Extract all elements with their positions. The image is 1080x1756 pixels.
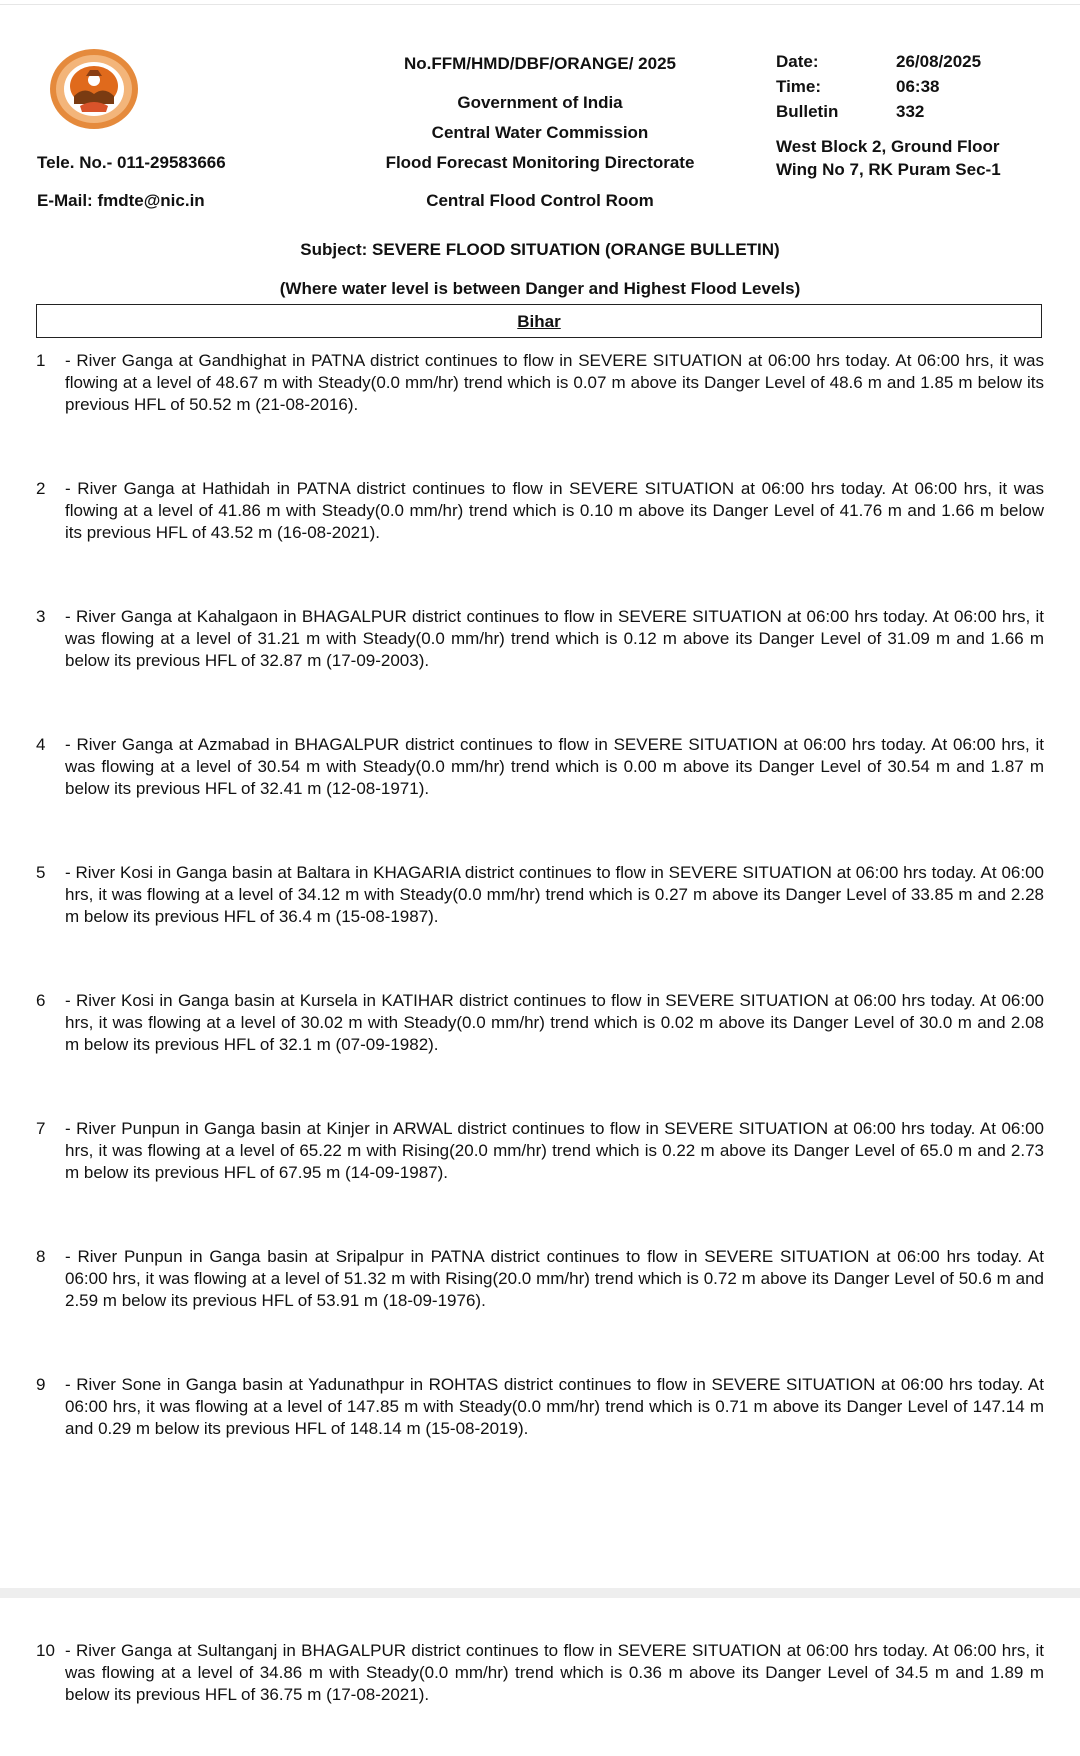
item-text: - River Punpun in Ganga basin at Kinjer in ARWAL district continues to flow in SEVERE SITUATION at 06:00 hrs today. At 06:00 hrs, it was flowing at a level of 65.22 m with Rising(20.0 mm/hr) trend which is 0.22 m above its Danger Level of 65.0 m and 2.73 m below its previous HFL of 67.95 m (14-09-1987). — [65, 1119, 1044, 1182]
address-line-1: West Block 2, Ground Floor — [776, 137, 1000, 156]
bulletin-number: No.FFM/HMD/DBF/ORANGE/ 2025 — [403, 54, 677, 73]
page-top-border — [0, 4, 1080, 5]
time-row — [776, 77, 1036, 102]
bulletin-meta — [776, 52, 1036, 127]
date-value: 26/08/2025 — [896, 52, 982, 71]
item-number: 2 — [36, 479, 46, 498]
directorate-title: Flood Forecast Monitoring Directorate — [385, 153, 695, 172]
bulletin-row — [776, 102, 1036, 127]
commission-title: Central Water Commission — [431, 123, 649, 142]
date-row — [776, 52, 1036, 77]
item-number: 3 — [36, 607, 46, 626]
state-name: Bihar — [517, 312, 561, 331]
item-number: 9 — [36, 1375, 46, 1394]
bulletin-value: 332 — [896, 102, 925, 121]
subject-subtitle: (Where water level is between Danger and Highest Flood Levels) — [279, 279, 801, 298]
item-number: 4 — [36, 735, 46, 754]
item-text: - River Ganga at Azmabad in BHAGALPUR district continues to flow in SEVERE SITUATION at 06:00 hrs today. At 06:00 hrs, it was flowing at a level of 30.54 m with Steady(0.0 mm/hr) trend which is 0.00 m above its Danger Level of 30.54 m and 1.87 m below its previous HFL of 32.41 m (12-08-1971). — [65, 735, 1044, 798]
item-number: 8 — [36, 1247, 46, 1266]
cwc-emblem-icon — [46, 46, 142, 132]
govt-title: Government of India — [457, 93, 623, 112]
item-text: - River Kosi in Ganga basin at Baltara in KHAGARIA district continues to flow in SEVERE SITUATION at 06:00 hrs today. At 06:00 hrs, it was flowing at a level of 34.12 m with Steady(0.0 mm/hr) trend which is 0.27 m above its Danger Level of 33.85 m and 2.28 m below its previous HFL of 36.4 m (15-08-1987). — [65, 863, 1044, 926]
email-address: E-Mail: fmdte@nic.in — [37, 191, 205, 210]
item-text: - River Ganga at Sultanganj in BHAGALPUR district continues to flow in SEVERE SITUATION at 06:00 hrs today. At 06:00 hrs, it was flowing at a level of 34.86 m with Steady(0.0 mm/hr) trend which is 0.36 m above its Danger Level of 34.5 m and 1.89 m below its previous HFL of 36.75 m (17-08-2021). — [65, 1641, 1044, 1704]
item-text: - River Ganga at Gandhighat in PATNA district continues to flow in SEVERE SITUATION at 06:00 hrs today. At 06:00 hrs, it was flowing at a level of 48.67 m with Steady(0.0 mm/hr) trend which is 0.07 m above its Danger Level of 48.6 m and 1.85 m below its previous HFL of 50.52 m (21-08-2016). — [65, 351, 1044, 414]
state-header-box — [36, 304, 1042, 338]
item-text: - River Ganga at Kahalgaon in BHAGALPUR district continues to flow in SEVERE SITUATION at 06:00 hrs today. At 06:00 hrs, it was flowing at a level of 31.21 m with Steady(0.0 mm/hr) trend which is 0.12 m above its Danger Level of 31.09 m and 1.66 m below its previous HFL of 32.87 m (17-09-2003). — [65, 607, 1044, 670]
telephone-number: Tele. No.- 011-29583666 — [37, 153, 226, 172]
control-room-title: Central Flood Control Room — [426, 191, 654, 210]
item-text: - River Ganga at Hathidah in PATNA district continues to flow in SEVERE SITUATION at 06:00 hrs today. At 06:00 hrs, it was flowing at a level of 41.86 m with Steady(0.0 mm/hr) trend which is 0.10 m above its Danger Level of 41.76 m and 1.66 m below its previous HFL of 43.52 m (16-08-2021). — [65, 479, 1044, 542]
item-number: 6 — [36, 991, 46, 1010]
item-text: - River Sone in Ganga basin at Yadunathpur in ROHTAS district continues to flow in SEVERE SITUATION at 06:00 hrs today. At 06:00 hrs, it was flowing at a level of 147.85 m with Steady(0.0 mm/hr) trend which is 0.71 m above its Danger Level of 147.14 m and 0.29 m below its previous HFL of 148.14 m (15-08-2019). — [65, 1375, 1044, 1438]
item-number: 10 — [36, 1641, 55, 1660]
date-label: Date: — [776, 52, 819, 71]
item-text: - River Kosi in Ganga basin at Kursela in KATIHAR district continues to flow in SEVERE SITUATION at 06:00 hrs today. At 06:00 hrs, it was flowing at a level of 30.02 m with Steady(0.0 mm/hr) trend which is 0.02 m above its Danger Level of 30.0 m and 2.08 m below its previous HFL of 32.1 m (07-09-1982). — [65, 991, 1044, 1054]
address-line-2: Wing No 7, RK Puram Sec-1 — [776, 160, 1001, 179]
time-value: 06:38 — [896, 77, 940, 96]
item-text: - River Punpun in Ganga basin at Sripalpur in PATNA district continues to flow in SEVERE SITUATION at 06:00 hrs today. At 06:00 hrs, it was flowing at a level of 51.32 m with Rising(20.0 mm/hr) trend which is 0.72 m above its Danger Level of 50.6 m and 2.59 m below its previous HFL of 53.91 m (18-09-1976). — [65, 1247, 1044, 1310]
page-break-divider — [0, 1588, 1080, 1598]
item-number: 5 — [36, 863, 46, 882]
bulletin-label: Bulletin — [776, 102, 839, 121]
time-label: Time: — [776, 77, 822, 96]
subject-line: Subject: SEVERE FLOOD SITUATION (ORANGE BULLETIN) — [300, 240, 780, 259]
item-number: 1 — [36, 351, 46, 370]
item-number: 7 — [36, 1119, 46, 1138]
